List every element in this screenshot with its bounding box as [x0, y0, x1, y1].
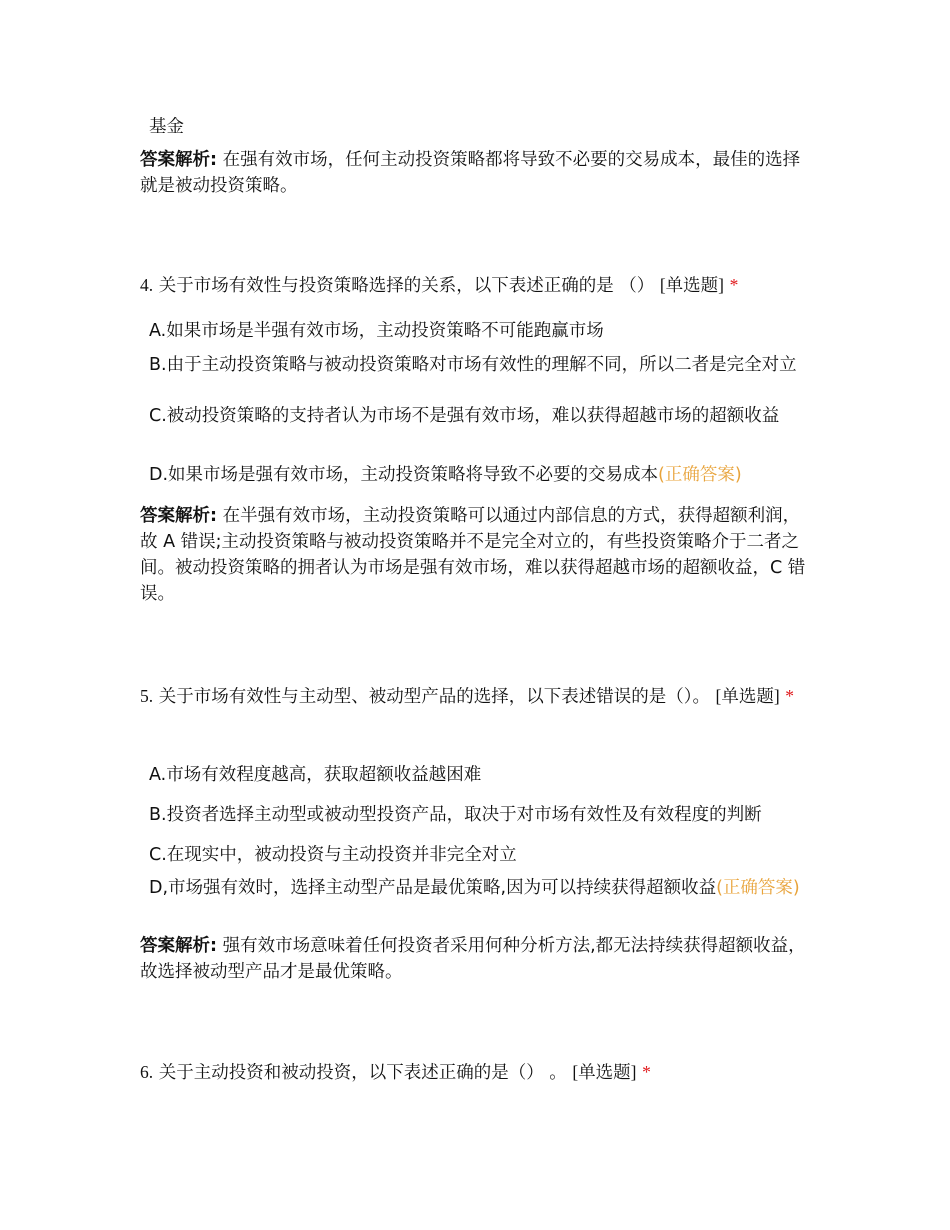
required-star: *: [785, 686, 794, 706]
analysis-text: 在强有效市场，任何主动投资策略都将导致不必要的交易成本，最佳的选择就是被动投资策略。: [140, 150, 801, 196]
question-title: [140, 678, 812, 716]
analysis-label: 答案解析:: [140, 506, 217, 526]
option-d: D,市场强有效时，选择主动型产品是最优策略,因为可以持续获得超额收益(正确答案): [149, 878, 800, 898]
option-c: C.被动投资策略的支持者认为市场不是强有效市场，难以获得超越市场的超额收益: [149, 406, 780, 426]
question-number: 4.: [140, 275, 154, 295]
option-b: B.投资者选择主动型或被动型投资产品，取决于对市场有效性及有效程度的判断: [149, 805, 762, 825]
question-title: [140, 1059, 812, 1086]
question-number: 6.: [140, 1062, 154, 1082]
analysis-label: 答案解析:: [140, 936, 217, 956]
question-type-tag: [单选题]: [572, 1062, 637, 1082]
correct-answer-mark: (正确答案): [716, 878, 800, 898]
question-text: 关于市场有效性与投资策略选择的关系，以下表述正确的是 （）: [158, 276, 660, 296]
required-star: *: [729, 275, 739, 295]
analysis-text: 强有效市场意味着任何投资者采用何种分析方法,都无法持续获得超额收益，故选择被动型产品才是最优策略。: [140, 936, 806, 982]
question-text: 关于市场有效性与主动型、被动型产品的选择，以下表述错误的是（）。: [158, 687, 716, 707]
analysis-label: 答案解析:: [140, 150, 217, 170]
correct-answer-mark: (正确答案): [658, 465, 742, 485]
answer-analysis: [140, 147, 812, 199]
option-b: B.由于主动投资策略与被动投资策略对市场有效性的理解不同，所以二者是完全对立: [149, 355, 797, 375]
option-a: A.市场有效程度越高，获取超额收益越困难: [149, 765, 482, 785]
analysis-text: 在半强有效市场，主动投资策略可以通过内部信息的方式，获得超额利润，故 A 错误;主动投资策略与被动投资策略并不是完全对立的，有些投资策略介于二者之间。被动投资策略的拥者认为市场是强有效市场，难以获得超越市场的超额收益，C 错误。: [140, 506, 806, 604]
required-star: *: [642, 1062, 651, 1082]
question-type-tag: [单选题]: [715, 686, 780, 706]
question-text: 关于主动投资和被动投资，以下表述正确的是（） 。: [158, 1063, 573, 1083]
option-a: A.如果市场是半强有效市场，主动投资策略不可能跑赢市场: [149, 321, 604, 341]
option-tail: 基金: [149, 117, 184, 137]
question-number: 5.: [140, 686, 154, 706]
answer-analysis: [140, 503, 812, 607]
answer-analysis: [140, 933, 812, 985]
option-d: D.如果市场是强有效市场，主动投资策略将导致不必要的交易成本(正确答案): [149, 465, 742, 485]
question-title: [140, 272, 812, 299]
option-c: C.在现实中，被动投资与主动投资并非完全对立: [149, 845, 517, 865]
question-type-tag: [单选题]: [659, 275, 724, 295]
